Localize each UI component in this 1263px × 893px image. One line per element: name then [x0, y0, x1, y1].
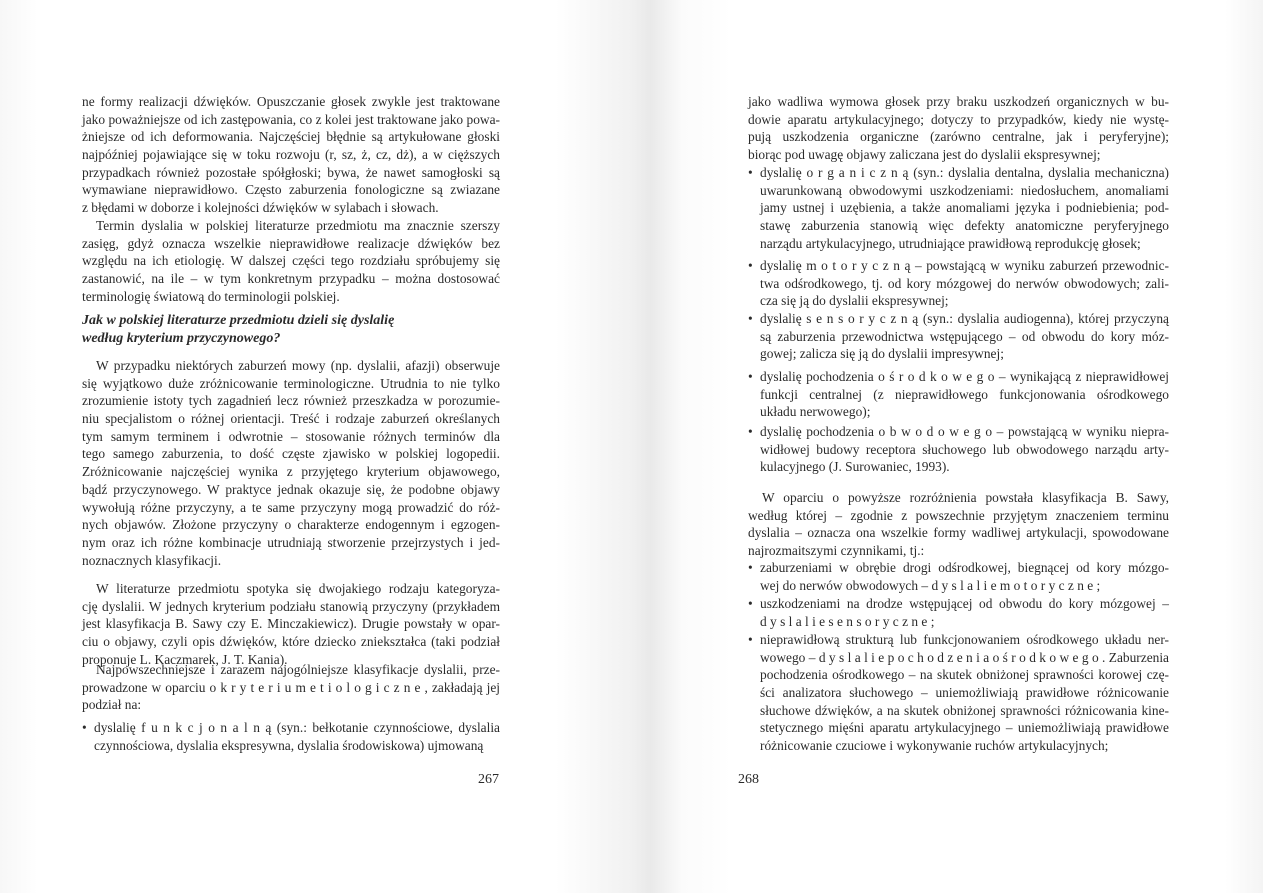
text-line: proponuje L. Kaczmarek, J. T. Kania). — [82, 651, 288, 667]
list-item — [748, 310, 1169, 363]
text-line: tym samym terminem i odwrotnie – stosowanie różnych terminów dla — [82, 428, 500, 444]
text-line: widłowej budowy receptora słuchowego lub obwodowego narządu arty- — [760, 441, 1169, 457]
text-line: wowego – d y s l a l i e p o c h o d z e n i a o ś r o d k o w e g o . Zaburzenia — [760, 649, 1169, 665]
text-line: układu nerwowego); — [760, 404, 871, 420]
text-line: stawę zaburzenia stanowią więc defekty anatomiczne peryferyjnego — [760, 218, 1169, 234]
paragraph — [82, 580, 500, 668]
list-item — [748, 368, 1169, 421]
paragraph — [748, 489, 1169, 560]
text-line: zasięg, gdyż oznacza wszelkie nieprawidłowe realizacje dźwięków bez — [82, 235, 500, 251]
text-line: pują uszkodzenia organiczne (zarówno centralne, jak i peryferyjne); — [748, 129, 1169, 145]
text-line: jest klasyfikacja B. Sawy czy E. Minczakiewicz). Drugie powstały w opar- — [82, 616, 500, 632]
text-line: według której – zgodnie z powszechnie przyjętym znaczeniem terminu — [748, 507, 1169, 523]
text-line: biorąc pod uwagę objawy zaliczana jest do dyslalii ekspresywnej; — [748, 147, 1101, 163]
text-line: z błędami w doborze i kolejności dźwięków w sylabach i słowach. — [82, 200, 439, 216]
text-line: podział na: — [82, 697, 142, 713]
text-line: Najpowszechniejsze i zarazem najogólniejsze klasyfikacje dyslalii, prze- — [96, 662, 500, 677]
text-line: wymawiane nieprawidłowo. Często zaburzenia fonologiczne są zwiazane — [82, 182, 500, 198]
page-268 — [748, 0, 1169, 893]
paragraph — [748, 93, 1169, 164]
text-line: niu specjalistom o różnej orientacji. Treść i rodzaje zaburzeń określanych — [82, 411, 500, 427]
text-line: funkcji centralnej (z nieprawidłowego funkcjonowania ośrodkowego — [760, 386, 1169, 402]
text-line: Termin dyslalia w polskiej literaturze przedmiotu ma znacznie szerszy — [96, 218, 500, 233]
text-line: narządu artykulacyjnego, utrudniające prawidłową reprodukcję głosek; — [760, 235, 1141, 251]
section-heading — [82, 312, 500, 347]
text-line: noznacznych klasyfikacji. — [82, 552, 222, 568]
text-line: wywołują różne przyczyny, a te same przyczyny mogą prowadzić do róż- — [82, 499, 500, 515]
text-line: według kryterium przyczynowego? — [82, 330, 281, 346]
text-line: słuchowe dźwięków, a na skutek obniżonej sprawności różnicowania kine- — [760, 702, 1169, 718]
text-line: terminologię światową do terminologii polskiej. — [82, 288, 340, 304]
text-line: • dyslalię m o t o r y c z n ą – powstającą w wyniku zaburzeń przewodnic- — [748, 257, 1169, 275]
text-line: • dyslalię pochodzenia o ś r o d k o w e g o – wynikającą z nieprawidłowej — [748, 368, 1169, 386]
list-item — [748, 257, 1169, 310]
text-line: • dyslalię f u n k c j o n a l n ą (syn.: bełkotanie czynnościowe, dyslalia — [82, 719, 500, 737]
text-line: jako poważniejsze od ich zastępowania, co z kolei jest traktowane jako powa- — [82, 111, 500, 127]
text-line: wej do nerwów obwodowych – d y s l a l i e m o t o r y c z n e ; — [760, 577, 1101, 593]
text-line: • dyslalię o r g a n i c z n ą (syn.: dyslalia dentalna, dyslalia mechaniczna) — [748, 164, 1169, 182]
text-line: d y s l a l i e s e n s o r y c z n e ; — [760, 613, 935, 629]
text-line: pochodzenia ośrodkowego – na skutek obniżonej sprawności korowej czę- — [760, 667, 1169, 683]
paragraph — [82, 217, 500, 305]
text-line: jamy ustnej i uzębienia, a także anomaliami języka i podniebienia; pod- — [760, 200, 1169, 216]
text-line: dowie aparatu artykulacyjnego; dotyczy to przypadków, kiedy nie wystę- — [748, 111, 1169, 127]
text-line: jako wadliwa wymowa głosek przy braku uszkodzeń organicznych w bu- — [748, 94, 1169, 109]
text-line: najrozmaitszymi czynnikami, tj.: — [748, 543, 925, 559]
list-item — [82, 719, 500, 754]
list-item — [748, 164, 1169, 252]
text-line: cza się ją do dyslalii ekspresywnej; — [760, 293, 949, 309]
text-line: prowadzone w oparciu o k r y t e r i u m e t i o l o g i c z n e , zakładają jej — [82, 679, 500, 695]
text-line: ne formy realizacji dźwięków. Opuszczanie głosek zwykle jest traktowane — [82, 94, 500, 109]
text-line: cję dyslalii. W jednych kryterium podziału stanowią przyczyny (przykładem — [82, 598, 500, 614]
text-line: dyslalia – oznacza ona wszelkie formy wadliwej artykulacji, spowodowane — [748, 525, 1169, 541]
text-line: kulacyjnego (J. Surowaniec, 1993). — [760, 459, 950, 475]
list-item — [748, 631, 1169, 755]
text-line: Zróżnicowanie najczęściej wynika z przyjętego kryterium objawowego, — [82, 464, 500, 480]
text-line: nym oraz ich różne kombinacje utrudniają stworzenie przejrzystych i jed- — [82, 534, 500, 550]
text-line: • nieprawidłową strukturą lub funkcjonowaniem ośrodkowego układu ner- — [748, 631, 1169, 649]
text-line: ciu o objawy, czyli opis dźwięków, które dziecko zniekształca (taki podział — [82, 634, 500, 650]
text-line: • dyslalię pochodzenia o b w o d o w e g o – powstającą w wyniku niepra- — [748, 423, 1169, 441]
text-line: ści analizatora słuchowego – uniemożliwiają prawidłowe różnicowanie — [760, 685, 1169, 701]
text-line: W przypadku niektórych zaburzeń mowy (np. dyslalii, afazji) obserwuje — [96, 358, 500, 373]
text-line: nych objawów. Złożone przyczyny o charakterze endogennym i egzogen- — [82, 517, 500, 533]
text-line: względu na ich etiologię. W dalszej części tego rozdziału spróbujemy się — [82, 253, 500, 269]
page-number-left: 267 — [478, 772, 499, 787]
page-267 — [82, 0, 500, 893]
list-item — [748, 595, 1169, 630]
text-line: • uszkodzeniami na drodze wstępującej od obwodu do kory mózgowej – — [748, 595, 1169, 613]
text-line: • zaburzeniami w obrębie drogi odśrodkowej, biegnącej od kory mózgo- — [748, 559, 1169, 577]
text-line: różnicowanie czuciowe i wykonywanie ruchów artykulacyjnych; — [760, 738, 1109, 754]
text-line: stetycznego mięśni aparatu artykulacyjnego – uniemożliwiają prawidłowe — [760, 720, 1169, 736]
text-line: zastanowić, na ile – w tym konkretnym przypadku – można dostosować — [82, 271, 500, 287]
page-number-right: 268 — [738, 772, 759, 787]
text-line: przypadkach również pozostałe spółgłoski; bywa, że nawet samogłoski są — [82, 164, 500, 180]
text-line: czynnościowa, dyslalia ekspresywna, dyslalia środowiskowa) ujmowaną — [94, 737, 484, 753]
text-line: • dyslalię s e n s o r y c z n ą (syn.: dyslalia audiogenna), której przyczyną — [748, 310, 1169, 328]
text-line: żniejsze od ich deformowania. Najczęściej błędnie są artykułowane głoski — [82, 129, 500, 145]
list-item — [748, 423, 1169, 476]
text-line: twa odśrodkowego, tj. od kory mózgowej do nerwów obwodowych; zali- — [760, 275, 1169, 291]
text-line: W oparciu o powyższe rozróżnienia powstała klasyfikacja B. Sawy, — [762, 490, 1169, 505]
list-item — [748, 559, 1169, 594]
text-line: tego samego zaburzenia, to dość częste zjawisko w polskiej logopedii. — [82, 446, 500, 462]
text-line: Jak w polskiej literaturze przedmiotu dzieli się dyslalię — [82, 313, 395, 328]
text-line: zrozumienie istoty tych zagadnień lecz również przeszkadza w porozumie- — [82, 393, 500, 409]
text-line: się wyjątkowo duże zróżnicowanie terminologiczne. Utrudnia to nie tylko — [82, 375, 500, 391]
text-line: gowej; zalicza się ją do dyslalii impresywnej; — [760, 346, 1004, 362]
text-line: najpóźniej pojawiające się w toku rozwoju (r, sz, ż, cz, dż), a w cięższych — [82, 147, 500, 163]
paragraph — [82, 357, 500, 569]
text-line: są zaburzenia przewodnictwa wstępującego – od obwodu do kory móz- — [760, 328, 1169, 344]
paragraph — [82, 93, 500, 217]
text-line: W literaturze przedmiotu spotyka się dwojakiego rodzaju kategoryza- — [96, 581, 500, 596]
text-line: uwarunkowaną obwodowymi uszkodzeniami: niedosłuchem, anomaliami — [760, 182, 1169, 198]
text-line: bądź przyczynowego. W praktyce jednak okazuje się, że podobne objawy — [82, 481, 500, 497]
paragraph — [82, 661, 500, 714]
